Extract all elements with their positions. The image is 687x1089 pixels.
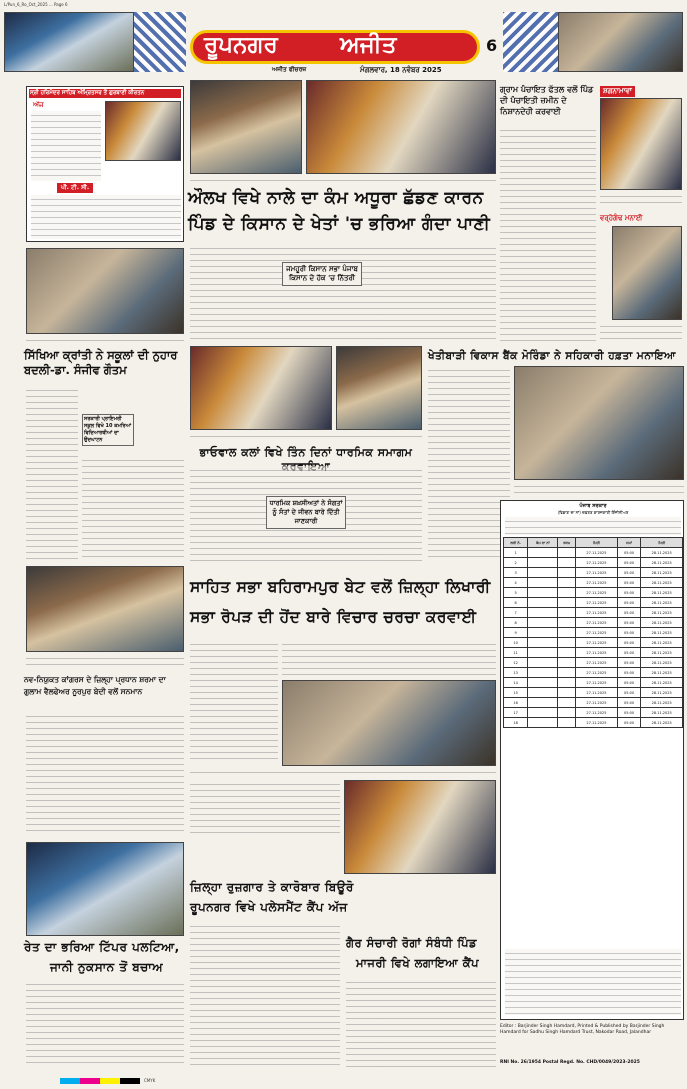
notice-cell: 28.11.2025 (641, 678, 683, 688)
notice-subtitle: (ਵਿਭਾਗ ਦਾ ਨਾਂ) ਦਫ਼ਤਰ ਕਾਰਜਕਾਰੀ ਇੰਜੀਨੀਅਰ (557, 510, 629, 515)
school-text-1 (26, 386, 78, 562)
notice-cell: 28.11.2025 (641, 708, 683, 718)
school-sub: ਸਰਕਾਰੀ ਪ੍ਰਾਇਮਰੀ ਸਕੂਲ ਵਿਖੇ 10 ਕਮਰਿਆਂ ਵਿਦਿਆਰਥੀਆਂ ਦਾ ਉਦਘਾਟਨ (82, 414, 134, 446)
notice-cell: 13 (504, 668, 528, 678)
notice-cell (528, 658, 558, 668)
notice-cell: 17 (504, 708, 528, 718)
notice-cell: 05:00 (617, 618, 641, 628)
notice-cell: 27.11.2025 (576, 618, 618, 628)
school-headline: ਸਿੱਖਿਆ ਕ੍ਰਾਂਤੀ ਨੇ ਸਕੂਲਾਂ ਦੀ ਨੁਹਾਰ ਬਦਲੀ-ਡਾ. ਸੰਜੀਵ ਗੌਤਮ (24, 348, 178, 377)
brand-name: ਅਜੀਤ (340, 32, 397, 58)
notice-cell (528, 588, 558, 598)
notice-cell (558, 638, 576, 648)
left-box-title: ਸ੍ਰੀ ਹਰਿਮੰਦਰ ਸਾਹਿਬ ਅੰਮ੍ਰਿਤਸਰ ਤੋਂ ਗੁਰਬਾਣੀ ਕੀਰਤਨ (29, 89, 181, 98)
literary-headline-2: ਸਭਾ ਰੋਪੜ ਦੀ ਹੋਂਦ ਬਾਰੇ ਵਿਚਾਰ ਚਰਚਾ ਕਰਵਾਈ (190, 608, 477, 626)
main-story-text (190, 244, 496, 340)
notice-cell: 05:00 (617, 678, 641, 688)
notice-cell: 27.11.2025 (576, 598, 618, 608)
badge-shagan: ਸ਼ਗਨਾਮਾਵਾਂ (600, 86, 635, 97)
notice-cell (528, 708, 558, 718)
notice-cell (528, 718, 558, 728)
notice-cell: 28.11.2025 (641, 688, 683, 698)
notice-cell: 28.11.2025 (641, 578, 683, 588)
notice-cell (528, 678, 558, 688)
notice-col-header: ਰਕਮ (558, 538, 576, 548)
religious-pullquote: ਧਾਰਮਿਕ ਸ਼ਖ਼ਸੀਅਤਾਂ ਨੇ ਸੰਗਤਾਂ ਨੂੰ ਸੰਤਾਂ ਦੇ ਜੀਵਨ ਬਾਰੇ ਦਿੱਤੀ ਜਾਣਕਾਰੀ (266, 496, 346, 529)
notice-cell: 28.11.2025 (641, 698, 683, 708)
notice-footer-text (505, 949, 681, 1015)
notice-cell: 27.11.2025 (576, 608, 618, 618)
tipper-headline-1: ਰੇਤ ਦਾ ਭਰਿਆ ਟਿੱਪਰ ਪਲਟਿਆ, (24, 940, 180, 954)
bank-text (428, 366, 510, 562)
notice-cell (558, 558, 576, 568)
notice-cell: 15 (504, 688, 528, 698)
page-number: 6 (486, 36, 498, 55)
notice-row (504, 588, 683, 598)
masthead-right-photo (558, 12, 683, 72)
notice-cell: 27.11.2025 (576, 708, 618, 718)
notice-cell: 27.11.2025 (576, 698, 618, 708)
notice-cell: 05:00 (617, 718, 641, 728)
left-box-text (31, 111, 101, 181)
notice-cell (558, 718, 576, 728)
masthead-left-photo (4, 12, 134, 72)
right-top-text (500, 126, 596, 342)
notice-cell: 27.11.2025 (576, 628, 618, 638)
badge-anniversary: ਵਰ੍ਹੇਗੰਢ ਮਨਾਈ (600, 214, 643, 222)
golden-temple-photo (105, 101, 181, 161)
notice-cell: 8 (504, 618, 528, 628)
tipper-headline-2: ਜਾਨੀ ਨੁਕਸਾਨ ਤੋਂ ਬਚਾਅ (50, 960, 164, 974)
notice-row (504, 598, 683, 608)
notice-cell: 05:00 (617, 638, 641, 648)
notice-cell: 27.11.2025 (576, 718, 618, 728)
notice-table (503, 537, 683, 728)
notice-row (504, 568, 683, 578)
notice-cell: 28.11.2025 (641, 588, 683, 598)
notice-cell: 28.11.2025 (641, 628, 683, 638)
notice-cell: 05:00 (617, 578, 641, 588)
main-headline-2: ਪਿੰਡ ਦੇ ਕਿਸਾਨ ਦੇ ਖੇਤਾਂ 'ਚ ਭਰਿਆ ਗੰਦਾ ਪਾਣੀ (188, 214, 491, 234)
main-headline-1: ਔਲਖ ਵਿਖੇ ਨਾਲੇ ਦਾ ਕੰਮ ਅਧੂਰਾ ਛੱਡਣ ਕਾਰਨ (188, 188, 484, 208)
notice-cell: 28.11.2025 (641, 558, 683, 568)
masthead-right-pattern (503, 12, 558, 72)
notice-cell: 28.11.2025 (641, 718, 683, 728)
notice-cell: 2 (504, 558, 528, 568)
notice-cell: 1 (504, 548, 528, 558)
photo-couple (600, 98, 682, 190)
notice-cell: 05:00 (617, 568, 641, 578)
literary-text-2 (282, 640, 496, 676)
notice-cell (558, 658, 576, 668)
notice-cell (528, 698, 558, 708)
notice-table-header (504, 538, 683, 548)
notice-cell (528, 668, 558, 678)
photo-congress-caption (26, 654, 184, 668)
notice-cell: 27.11.2025 (576, 678, 618, 688)
masthead-left-pattern (134, 12, 186, 72)
notice-cell: 05:00 (617, 648, 641, 658)
notice-cell: 28.11.2025 (641, 598, 683, 608)
edition-name: ਰੂਪਨਗਰ (204, 32, 278, 58)
notice-cell (558, 708, 576, 718)
notice-cell: 28.11.2025 (641, 618, 683, 628)
notice-intro (505, 517, 681, 535)
notice-col-header: ਮਿਤੀ (641, 538, 683, 548)
notice-cell (558, 698, 576, 708)
notice-cell: 27.11.2025 (576, 568, 618, 578)
literary-text-3 (190, 780, 340, 836)
notice-cell (558, 598, 576, 608)
notice-title: ਪੰਜਾਬ ਸਰਕਾਰ (579, 503, 607, 509)
notice-cell (528, 598, 558, 608)
notice-cell: 4 (504, 578, 528, 588)
notice-cell (558, 608, 576, 618)
notice-col-header: ਸਮਾਂ (617, 538, 641, 548)
notice-cell: 27.11.2025 (576, 578, 618, 588)
masthead-date: ਮੰਗਲਵਾਰ, 18 ਨਵੰਬਰ 2025 (360, 66, 442, 74)
notice-cell (558, 568, 576, 578)
notice-cell: 11 (504, 648, 528, 658)
footer-rni: RNI No. 26/1954 Postal Regd. No. CHD/0049/2023-2025 (500, 1060, 640, 1065)
notice-cell (528, 578, 558, 588)
notice-cell (528, 618, 558, 628)
notice-row (504, 558, 683, 568)
notice-cell (558, 548, 576, 558)
notice-cell: 12 (504, 658, 528, 668)
photo-religious-1 (190, 346, 332, 430)
notice-cell: 05:00 (617, 668, 641, 678)
photo-group (306, 80, 496, 174)
notice-cell: 05:00 (617, 628, 641, 638)
notice-col-header: ਮਿਤੀ (576, 538, 618, 548)
employment-headline-2: ਰੂਪਨਗਰ ਵਿਖੇ ਪਲੇਸਮੈਂਟ ਕੈਂਪ ਅੱਜ (190, 900, 348, 914)
notice-row (504, 608, 683, 618)
photo-literary (282, 680, 496, 766)
top-strip: L/Pun_6_Ro_Oct_2025 ... Page 6 (4, 2, 68, 7)
notice-cell (558, 678, 576, 688)
health-headline-2: ਮਾਜਰੀ ਵਿਖੇ ਲਗਾਇਆ ਕੈਂਪ (356, 956, 479, 970)
notice-cell: 05:00 (617, 558, 641, 568)
literary-headline-1: ਸਾਹਿਤ ਸਭਾ ਬਹਿਰਾਮਪੁਰ ਬੇਟ ਵਲੋਂ ਜ਼ਿਲ੍ਹਾ ਲਿਖਾਰੀ (190, 578, 491, 596)
notice-cell (558, 618, 576, 628)
notice-row (504, 618, 683, 628)
notice-cell: 27.11.2025 (576, 648, 618, 658)
notice-cell: 28.11.2025 (641, 638, 683, 648)
notice-row (504, 688, 683, 698)
notice-cell (528, 648, 558, 658)
notice-row (504, 658, 683, 668)
left-box (26, 86, 184, 242)
notice-cell: 3 (504, 568, 528, 578)
leftmid-text (26, 712, 184, 836)
photo-health (344, 780, 496, 874)
color-bar (60, 1078, 140, 1084)
notice-cell (528, 568, 558, 578)
notice-cell: 28.11.2025 (641, 608, 683, 618)
notice-cell (528, 548, 558, 558)
notice-cell: 5 (504, 588, 528, 598)
left-box-text-2 (31, 195, 181, 239)
notice-row (504, 668, 683, 678)
left-box-tag: ਅੱਜ (33, 101, 44, 109)
health-headline-1: ਗੈਰ ਸੰਚਾਰੀ ਰੋਗਾਂ ਸੰਬੰਧੀ ਪਿੰਡ (346, 936, 477, 950)
notice-cell: 05:00 (617, 548, 641, 558)
notice-cell (528, 608, 558, 618)
photo-tipper (26, 842, 184, 936)
religious-caption (190, 432, 422, 440)
photo-couple-caption (600, 192, 682, 208)
notice-row (504, 628, 683, 638)
notice-row (504, 678, 683, 688)
notice-cell: 14 (504, 678, 528, 688)
notice-row (504, 718, 683, 728)
notice-cell (558, 648, 576, 658)
notice-cell: 05:00 (617, 708, 641, 718)
notice-cell: 27.11.2025 (576, 548, 618, 558)
employment-text (190, 922, 340, 1068)
notice-cell (528, 558, 558, 568)
notice-box (500, 500, 684, 1020)
notice-cell: 7 (504, 608, 528, 618)
photo-bank (514, 366, 684, 480)
notice-cell: 05:00 (617, 588, 641, 598)
notice-cell: 6 (504, 598, 528, 608)
left-box-pts: ਪੀ. ਟੀ. ਸੀ. (57, 183, 93, 193)
health-text (346, 978, 496, 1068)
tipper-text (26, 980, 184, 1068)
notice-cell: 27.11.2025 (576, 658, 618, 668)
notice-cell (558, 668, 576, 678)
notice-col-header: ਲੜੀ ਨੰ. (504, 538, 528, 548)
notice-cell: 27.11.2025 (576, 668, 618, 678)
notice-row (504, 708, 683, 718)
notice-col-header: ਕੰਮ ਦਾ ਨਾਂ (528, 538, 558, 548)
photo-caption (190, 176, 496, 184)
photo-religious-2 (336, 346, 422, 430)
main-pullquote: ਜਮਹੂਰੀ ਕਿਸਾਨ ਸਭਾ ਪੰਜਾਬ ਕਿਸਾਨ ਦੇ ਹੱਕ 'ਚ ਨਿੱਤਰੀ (282, 262, 362, 286)
notice-cell: 05:00 (617, 608, 641, 618)
footer-imprint: Editor : Barjinder Singh Hamdard, Printed & Published by Barjinder Singh Hamdard for Sadhu Singh Hamdard Trust, Nakodar Road, Jalandhar (500, 1024, 665, 1035)
notice-row (504, 578, 683, 588)
literary-text-1 (190, 640, 278, 760)
photo-school-caption (26, 336, 184, 346)
notice-cell: 05:00 (617, 658, 641, 668)
notice-cell: 28.11.2025 (641, 568, 683, 578)
notice-cell: 27.11.2025 (576, 688, 618, 698)
photo-nala (190, 80, 302, 174)
notice-row (504, 648, 683, 658)
notice-cell (558, 628, 576, 638)
notice-row (504, 548, 683, 558)
notice-cell: 28.11.2025 (641, 648, 683, 658)
right-top-headline: ਗ੍ਰਾਮ ਪੰਚਾਇਤ ਫੱਤਲ ਵਲੋਂ ਪਿੰਡ ਦੀ ਪੰਚਾਇਤੀ ਜ਼ਮੀਨ ਦੇ ਨਿਸ਼ਾਨਦੇਹੀ ਕਰਵਾਈ (500, 85, 594, 116)
notice-cell: 28.11.2025 (641, 658, 683, 668)
religious-headline: ਭਾਓਵਾਲ ਕਲਾਂ ਵਿਖੇ ਤਿੰਨ ਦਿਨਾਂ ਧਾਰਮਿਕ ਸਮਾਗਮ (199, 446, 413, 459)
literary-caption (190, 768, 496, 778)
photo-congress (26, 566, 184, 652)
notice-cell (528, 628, 558, 638)
school-text-2 (82, 456, 184, 562)
notice-cell (528, 638, 558, 648)
notice-row (504, 638, 683, 648)
notice-cell (528, 688, 558, 698)
notice-cell (558, 578, 576, 588)
masthead-subtitle: ਅਜੀਤ ਫੀਚਰਜ਼ (272, 66, 307, 73)
notice-cell: 9 (504, 628, 528, 638)
notice-cell: 10 (504, 638, 528, 648)
notice-cell: 18 (504, 718, 528, 728)
notice-cell: 05:00 (617, 688, 641, 698)
employment-headline-1: ਜ਼ਿਲ੍ਹਾ ਰੁਜ਼ਗਾਰ ਤੇ ਕਾਰੋਬਾਰ ਬਿਊਰੋ (190, 880, 354, 894)
photo-anniversary-caption (600, 322, 682, 340)
photo-school (26, 248, 184, 334)
notice-cell: 05:00 (617, 698, 641, 708)
notice-cell (558, 588, 576, 598)
notice-row (504, 698, 683, 708)
notice-cell: 27.11.2025 (576, 638, 618, 648)
bank-headline: ਖੇਤੀਬਾੜੀ ਵਿਕਾਸ ਬੈਂਕ ਮੋਰਿੰਡਾ ਨੇ ਸਹਿਕਾਰੀ ਹਫ਼ਤਾ ਮਨਾਇਆ (428, 350, 676, 362)
photo-bank-caption (514, 482, 684, 494)
notice-cell: 05:00 (617, 598, 641, 608)
notice-cell: 28.11.2025 (641, 668, 683, 678)
notice-cell: 28.11.2025 (641, 548, 683, 558)
notice-cell: 16 (504, 698, 528, 708)
notice-cell (558, 688, 576, 698)
color-bar-label: CMYK (144, 1078, 156, 1083)
notice-cell: 27.11.2025 (576, 588, 618, 598)
leftmid-headline: ਨਵ-ਨਿਯੁਕਤ ਕਾਂਗਰਸ ਦੇ ਜ਼ਿਲ੍ਹਾ ਪ੍ਰਧਾਨ ਸ਼ਰਮਾ ਦਾ ਗੁਲਾਮ ਵੈਲਫੇਅਰ ਨੂਰਪੁਰ ਬੇਦੀ ਵਲੋਂ ਸਨਮਾਨ (24, 675, 166, 696)
notice-cell: 27.11.2025 (576, 558, 618, 568)
masthead (0, 10, 687, 78)
photo-anniversary (612, 226, 682, 320)
